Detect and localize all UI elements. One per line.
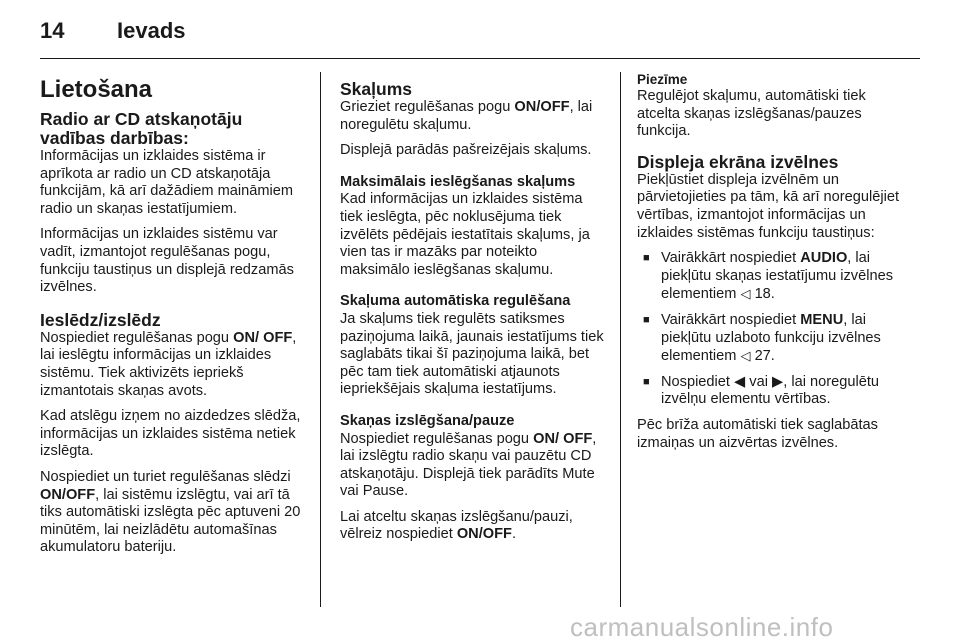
button-name: ON/OFF [514,99,570,115]
button-name: ON/ OFF [233,329,293,346]
paragraph [40,469,308,557]
square-bullet-icon: ■ [643,252,650,265]
paragraph: Displejā parādās pašreizējais skaļums. [340,142,592,159]
text: , lai piekļūtu skaņas iestatījumu izvēlnes elementiem [661,250,893,303]
page-ref[interactable]: 27. [754,348,775,365]
text: , lai izslēgtu radio skaņu vai pauzētu CD atskaņotāju. Displejā tiek parādīts Mute vai Pause. [340,430,597,500]
chapter-title: Ievads [117,18,186,43]
paragraph: Kad atslēgu izņem no aizdedzes slēdža, informācijas un izklaides sistēma netiek izslēgta. [40,408,301,460]
paragraph [40,330,308,400]
list-item [637,250,905,304]
text: Nospiediet [661,373,735,390]
column-2 [340,68,606,552]
paragraph: Pēc brīža automātiski tiek saglabātas izmaiņas un aizvērtas izvēlnes. [637,416,878,451]
button-name: MENU [800,311,844,328]
heading-display-menus: Displeja ekrāna izvēlnes [637,151,839,172]
heading-auto-volume: Skaļuma automātiska regulēšana [340,293,571,310]
text: , lai noregulētu skaļumu. [340,99,593,133]
paragraph: Ja skaļums tiek regulēts satiksmes paziņojuma laikā, jaunais iestatījums tiek saglabāts tikai šī paziņojuma laikā, bet pēc tam tiek automātiski atjaunots iepriekšējais skaļuma iestatījums. [340,310,604,398]
square-bullet-icon: ■ [643,375,650,388]
button-name: AUDIO [800,250,848,267]
text: , lai piekļūtu uzlaboto funkciju izvēlnes elementiem [661,311,881,365]
page-ref-arrow-icon: ◁ [740,286,751,302]
column-3 [637,68,905,460]
text: , lai ieslēgtu informācijas un izklaides sistēmu. Tiek aktivizēts iepriekš izmantotais skaņas avots. [40,329,297,399]
section-title: Lietošana [40,76,153,103]
paragraph: Informācijas un izklaides sistēma ir aprīkota ar radio un CD atskaņotāja funkcijām, kā arī dažādiem maināmiem radio un skaņas iestatījumiem. [40,148,294,217]
text: Nospiediet regulēšanas pogu [340,430,534,447]
paragraph: Informācijas un izklaides sistēmu var vadīt, izmantojot regulēšanas pogu, funkciju taustiņus un displejā redzamās izvēlnes. [40,226,294,296]
note-label: Piezīme [637,72,688,87]
list-item [637,312,905,366]
paragraph: Kad informācijas un izklaides sistēma tiek ieslēgta, pēc noklusējuma tiek izvēlēts pēdējais iestatītais skaļums, ja vien tas ir mazāks par noteikto maksimālo ieslēgšanas skaļumu. [340,191,590,278]
button-name: ON/OFF [456,526,512,543]
column-1 [40,68,308,565]
list-item [637,374,905,409]
text: , lai noregulētu izvēlņu elementu vērtības. [661,373,879,408]
heading-max-volume: Maksimālais ieslēgšanas skaļums [340,173,576,190]
header-rule [40,58,920,59]
watermark: carmanualsonline.info [570,612,834,642]
heading-radio-controls: Radio ar CD atskaņotāju vadības darbības: [40,109,243,148]
heading-on-off: Ieslēdz/izslēdz [40,309,161,330]
square-bullet-icon: ■ [643,313,650,326]
button-name: ON/ OFF [533,430,593,447]
page-ref-arrow-icon: ◁ [740,348,751,364]
page-header [40,18,920,48]
bullet-list [637,250,905,409]
page-ref[interactable]: 18. [754,286,775,303]
paragraph [340,99,606,134]
text: Vairākkārt nospiediet [661,250,801,267]
text: vai [745,373,773,390]
heading-mute: Skaņas izslēgšana/pauze [340,412,515,429]
paragraph [340,431,606,501]
text: , lai sistēmu izslēgtu, vai arī tā tiks automātiski izslēgta pēc aptuveni 20 minūtēm, lai neizlādētu automašīnas akumulatoru bateriju. [40,486,301,556]
page-number: 14 [40,18,65,43]
left-arrow-icon: ◀ [734,373,746,390]
right-arrow-icon: ▶ [772,373,784,390]
text: . [511,526,517,543]
text: Grieziet regulēšanas pogu [340,99,515,115]
column-divider-1 [320,72,321,607]
text: Lai atceltu skaņas izslēgšanu/pauzi, vēlreiz nospiediet [340,508,573,543]
note-text: Regulējot skaļumu, automātiski tiek atcelta skaņas izslēgšanas/pauzes funkcija. [637,88,866,140]
text: Nospiediet un turiet regulēšanas slēdzi [40,468,291,485]
paragraph: Piekļūstiet displeja izvēlnēm un pārvietojieties pa tām, kā arī noregulējiet vērtības, izmantojot informācijas un izklaides sistēmas funkciju taustiņus: [637,171,900,241]
text: Vairākkārt nospiediet [661,311,801,328]
button-name: ON/OFF [40,486,96,503]
heading-volume: Skaļums [340,79,412,99]
paragraph [340,509,606,544]
column-divider-2 [620,72,621,607]
text: Nospiediet regulēšanas pogu [40,329,234,346]
